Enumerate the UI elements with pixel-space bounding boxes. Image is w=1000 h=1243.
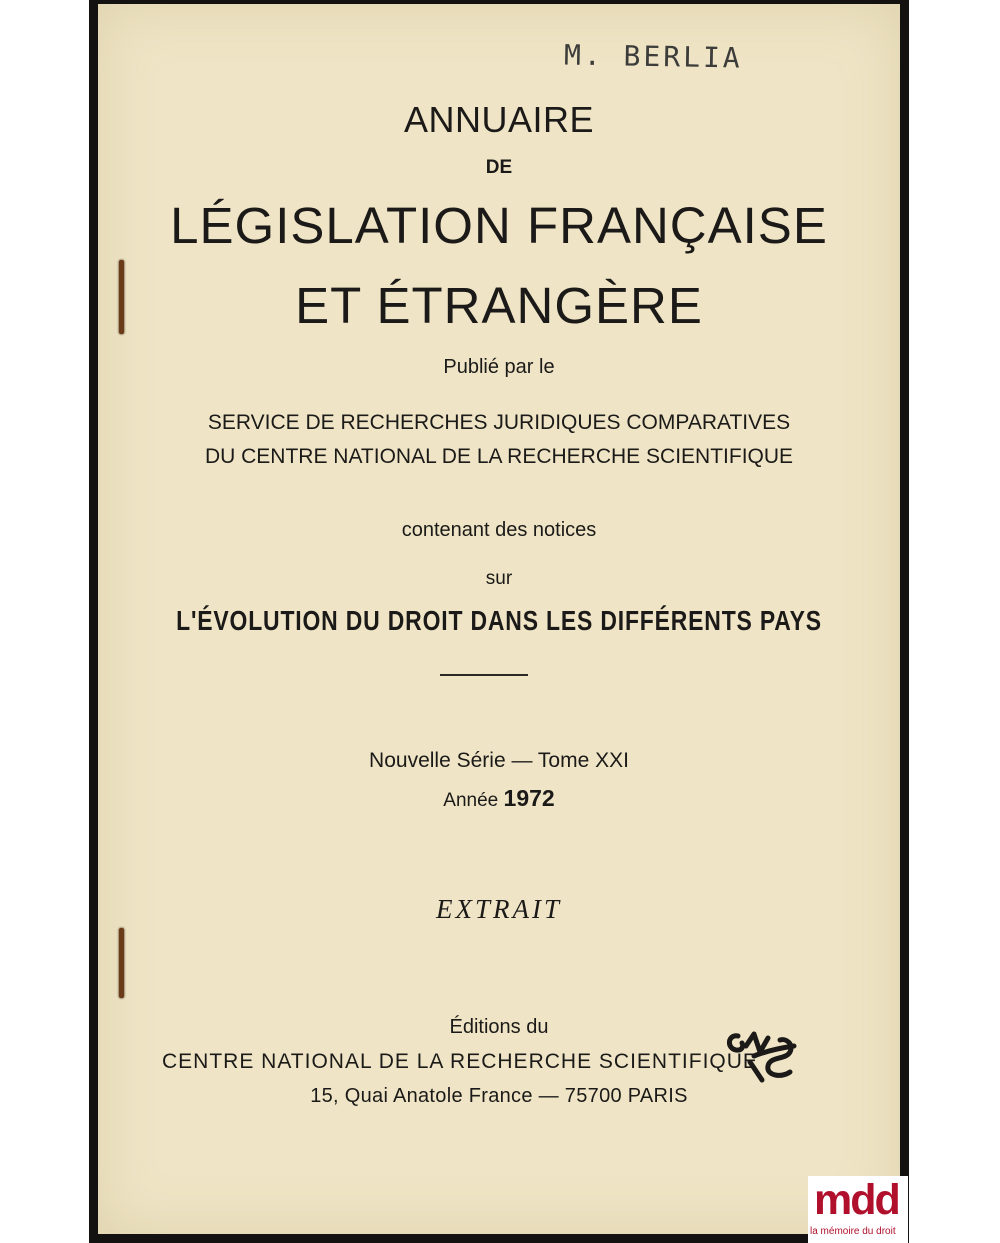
title-legislation: LÉGISLATION FRANÇAISE — [170, 197, 828, 254]
contents-subject: L'ÉVOLUTION DU DROIT DANS LES DIFFÉRENTS PAYS — [176, 605, 822, 636]
cnrs-logo-icon — [724, 1026, 804, 1084]
series-label: Nouvelle Série — Tome XXI — [369, 749, 629, 772]
watermark-brand: mdd — [814, 1176, 899, 1224]
year-value: 1972 — [503, 785, 555, 811]
series-year — [98, 785, 900, 812]
imprint-org: CENTRE NATIONAL DE LA RECHERCHE SCIENTIFIQUE — [162, 1050, 758, 1073]
staple-bottom — [119, 928, 124, 998]
service-line-2: DU CENTRE NATIONAL DE LA RECHERCHE SCIENTIFIQUE — [204, 445, 794, 468]
watermark-tagline: la mémoire du droit — [810, 1226, 896, 1237]
contents-sur: sur — [485, 568, 513, 589]
service-line-1: SERVICE DE RECHERCHES JURIDIQUES COMPARATIVES — [207, 411, 791, 434]
imprint-address: 15, Quai Anatole France — 75700 PARIS — [310, 1085, 688, 1107]
publisher-intro: Publié par le — [443, 356, 555, 378]
imprint-editions: Éditions du — [449, 1016, 549, 1038]
book-cover — [98, 4, 900, 1234]
title-etrangere: ET ÉTRANGÈRE — [295, 277, 703, 334]
contents-intro: contenant des notices — [401, 519, 597, 541]
watermark-logo — [808, 1176, 908, 1243]
divider-rule — [440, 674, 528, 676]
year-label: Année — [443, 790, 499, 811]
extract-label: EXTRAIT — [436, 894, 562, 924]
title-annuaire: ANNUAIRE — [403, 99, 595, 140]
title-de: DE — [485, 157, 513, 178]
handwritten-signature: M. BERLIA — [563, 38, 743, 75]
